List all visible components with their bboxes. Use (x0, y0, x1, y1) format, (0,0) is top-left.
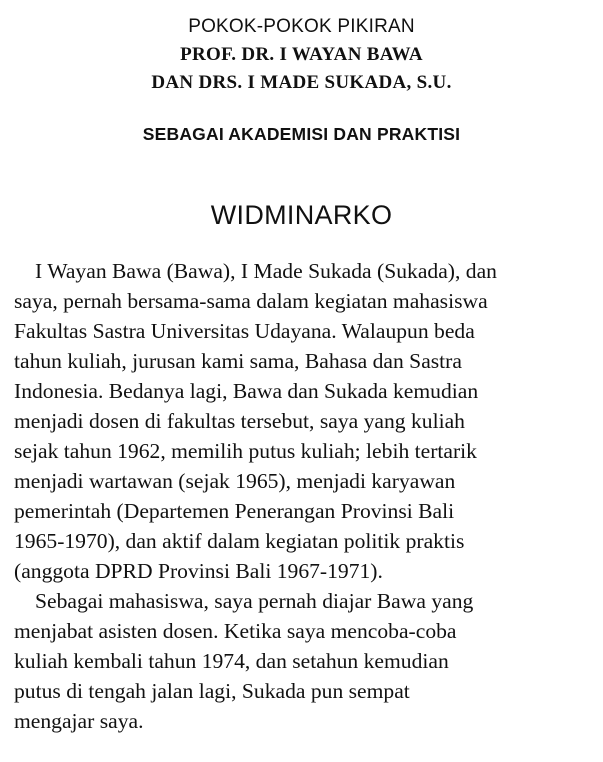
text-line: tahun kuliah, jurusan kami sama, Bahasa dan Sastra (14, 349, 462, 373)
honoree-names-line-1: PROF. DR. I WAYAN BAWA (180, 44, 423, 65)
article-body (14, 256, 603, 736)
section-kicker: POKOK-POKOK PIKIRAN (188, 16, 415, 37)
article-subtitle: SEBAGAI AKADEMISI DAN PRAKTISI (142, 124, 461, 144)
text-line: menjabat asisten dosen. Ketika saya mencoba-coba (14, 619, 457, 643)
author-name: WIDMINARKO (210, 200, 393, 230)
text-line: (anggota DPRD Provinsi Bali 1967-1971). (14, 559, 383, 583)
text-line: kuliah kembali tahun 1974, dan setahun kemudian (14, 649, 449, 673)
text-line: Indonesia. Bedanya lagi, Bawa dan Sukada kemudian (14, 379, 479, 403)
text-line: menjadi wartawan (sejak 1965), menjadi karyawan (14, 469, 456, 493)
text-line: Sebagai mahasiswa, saya pernah diajar Bawa yang (35, 589, 474, 613)
text-line: saya, pernah bersama-sama dalam kegiatan mahasiswa (14, 289, 488, 313)
text-line: pemerintah (Departemen Penerangan Provinsi Bali (14, 499, 455, 523)
paragraph-1 (14, 256, 603, 586)
text-line: menjadi dosen di fakultas tersebut, saya yang kuliah (14, 409, 465, 433)
text-line: sejak tahun 1962, memilih putus kuliah; lebih tertarik (14, 439, 477, 463)
text-line: I Wayan Bawa (Bawa), I Made Sukada (Sukada), dan (35, 259, 497, 283)
honoree-names-line-2: DAN DRS. I MADE SUKADA, S.U. (151, 72, 452, 93)
text-line: Fakultas Sastra Universitas Udayana. Walaupun beda (14, 319, 475, 343)
text-line: putus di tengah jalan lagi, Sukada pun sempat (14, 679, 410, 703)
text-line: mengajar saya. (14, 709, 144, 733)
text-line: 1965-1970), dan aktif dalam kegiatan politik praktis (14, 529, 465, 553)
paragraph-2 (14, 586, 603, 736)
